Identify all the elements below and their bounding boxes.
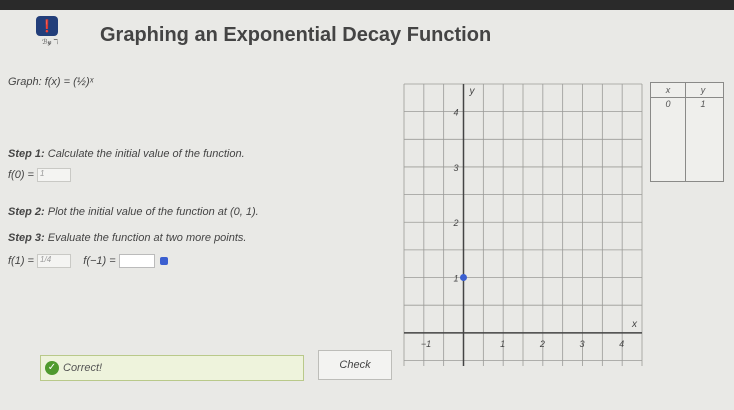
- x-tick-label: −1: [420, 338, 432, 349]
- feedback-label: Correct!: [63, 362, 103, 374]
- x-axis-label: x: [632, 318, 637, 330]
- logo-caption: ℬ𝓎 ℸ: [42, 39, 59, 46]
- prompt-line: [8, 76, 93, 88]
- step2-label: Step 2:: [8, 206, 45, 218]
- x-tick-label: 3: [579, 338, 585, 349]
- f1-lhs: f(1) =: [8, 254, 34, 267]
- check-button[interactable]: Check: [318, 350, 392, 380]
- step3-equations: [8, 254, 168, 268]
- page-title: Graphing an Exponential Decay Function: [100, 24, 492, 46]
- initial-value-input[interactable]: 1: [37, 168, 71, 182]
- values-table: [650, 82, 724, 182]
- alert-icon: ❗: [36, 16, 58, 36]
- plotted-point[interactable]: [460, 274, 467, 281]
- y-tick-label: 2: [453, 218, 459, 229]
- step2-text: Plot the initial value of the function at (0, 1).: [47, 206, 259, 218]
- table-x-cell[interactable]: 0: [665, 99, 671, 109]
- table-x-header: x: [665, 85, 671, 95]
- y-tick-label: 3: [453, 162, 459, 173]
- keypad-icon[interactable]: [160, 257, 168, 265]
- x-tick-label: 2: [539, 338, 545, 349]
- table-y-cell[interactable]: 1: [700, 99, 706, 109]
- y-tick-label: 1: [453, 273, 459, 284]
- table-header-rule: [651, 97, 723, 98]
- y-tick-label: 4: [453, 107, 459, 118]
- x-tick-label: 1: [500, 338, 506, 349]
- step3-line: [8, 232, 246, 244]
- table-y-header: y: [700, 85, 706, 95]
- step1-text: Calculate the initial value of the function.: [47, 148, 245, 160]
- grid: [404, 84, 642, 366]
- tick-labels: [421, 108, 624, 349]
- f1-input[interactable]: 1/4: [37, 254, 71, 268]
- step1-line: [8, 148, 245, 160]
- checkmark-icon: ✓: [45, 361, 59, 375]
- step2-line: [8, 206, 259, 218]
- y-axis-label: y: [469, 86, 475, 97]
- graph-canvas[interactable]: [400, 80, 646, 390]
- step3-text: Evaluate the function at two more points.: [47, 232, 247, 244]
- prompt-label: Graph:: [8, 76, 42, 88]
- step1-equation: [8, 168, 71, 182]
- prompt-function: f(x) = (½)ˣ: [44, 76, 94, 88]
- feedback-banner: [40, 355, 304, 381]
- step3-label: Step 3:: [8, 232, 45, 244]
- plotted-points[interactable]: [460, 274, 467, 281]
- fneg1-input[interactable]: [119, 254, 155, 268]
- step1-lhs: f(0) =: [8, 168, 34, 181]
- x-tick-label: 4: [619, 338, 625, 349]
- step1-label: Step 1:: [8, 148, 45, 160]
- fneg1-lhs: f(−1) =: [83, 254, 116, 267]
